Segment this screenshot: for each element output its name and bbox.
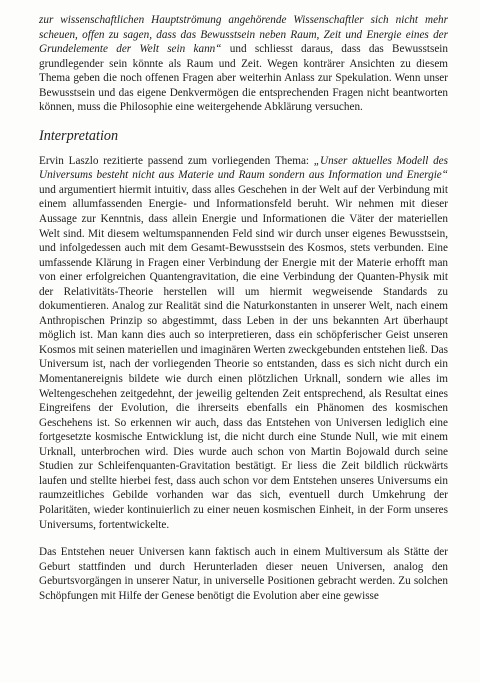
laszlo-quote: „Unser aktuelles Modell des Universums besteht nicht aus Materie und Raum sondern aus Information und Energie“ — [39, 154, 448, 182]
paragraph-interpretation — [39, 154, 448, 532]
paragraph-interpretation-intro: Ervin Laszlo rezitierte passend zum vorliegenden Thema: — [39, 154, 314, 167]
paragraph-interpretation-text: und argumentiert hiermit intuitiv, dass alles Geschehen in der Welt auf der Verbindung mit einem allumfassenden Energie- und Informationsfeld beruht. Wir nehmen mit dieser Aussage zur Kenntnis, dass allein Energie und Informationen die Väter der materiellen Welt sind. Mit diesem weltumspannenden Feld sind wir durch unser eigenes Bewusstsein, und infolgedessen auch mit dem Gesamt-Bewusstsein des Kosmos, stets verbunden. Eine umfassende Klärung in Fragen einer Verbindung der Energie mit der Materie erhofft man von einer erfolgreichen Quantengravitation, die eine Verbindung der Quanten-Physik mit der Relativitäts-Theorie herstellen will um hiermit wegweisende Standards zu dokumentieren. Analog zur Realität sind die Naturkonstanten in unserer Welt, nach einem Anthropischen Prinzip so abgestimmt, dass Leben in der uns bekannten Art überhaupt möglich ist. Man kann dies auch so interpretieren, dass ein schöpferischer Geist unseren Kosmos mit seinen materiellen und imaginären Werten zweckgebunden entstehen ließ. Das Universum ist, nach der vorliegenden Theorie so entstanden, dass es sich nicht durch ein Momentanereignis bildete wie durch einen plötzlichen Urknall, sondern wie alles im Weltengeschehen zeitgedehnt, der jeweilig geltenden Zeit entsprechend, als Resultat eines Eingreifens der Evolution, die ihrerseits ebenfalls ein Phänomen des kosmischen Geschehens ist. So erkennen wir auch, dass das Entstehen von Universen lediglich eine fortgesetzte kosmische Entwicklung ist, die nicht durch eine Stunde Null, wie mit einem Urknall, unterbrochen wird. Dies wurde auch schon von Martin Bojowald durch seine Studien zur Schleifenquanten-Gravitation bestätigt. Er liess die Zeit bildlich rückwärts laufen und stellte hierbei fest, dass auch schon vor dem Entstehen unseres Universums ein raumzeitliches Gebilde vorhanden war das sich, eventuell durch Umkehrung der Polaritäten, wieder kontinuierlich zu einer neuen kosmischen Einheit, in der Form unseres Universums, fortentwickelte. — [39, 183, 448, 531]
paragraph-continuation-quote: zur wissenschaftlichen Hauptströmung angehörende Wissenschaftler sich nicht mehr scheuen, offen zu sagen, dass das Bewusstsein neben Raum, Zeit und Energie eines der Grundelemente der Welt sein kann“ — [39, 14, 448, 56]
paragraph-continuation-text: und schliesst daraus, dass das Bewusstsein grundlegender sein könnte als Raum und Zeit. Wegen konträrer Ansichten zu diesem Thema geben die noch offenen Fragen aber weiterhin Anlass zur Spekulation. Wenn unser Bewusstsein und das eigene Denkvermögen die entsprechenden Fragen nicht beantworten können, muss die Philosophie eine weitergehende Abklärung versuchen. — [39, 43, 448, 114]
paragraph-continuation — [39, 13, 448, 115]
section-heading: Interpretation — [39, 127, 119, 144]
paragraph-multiverse: Das Entstehen neuer Universen kann faktisch auch in einem Multiversum als Stätte der Geburt stattfinden und durch Herunterladen dieser neuen Universen, analog den Geburtsvorgängen in unserer Natur, in universelle Positionen gebracht werden. Zu solchen Schöpfungen mit Hilfe der Genese benötigt die Evolution aber eine gewisse — [39, 546, 448, 602]
